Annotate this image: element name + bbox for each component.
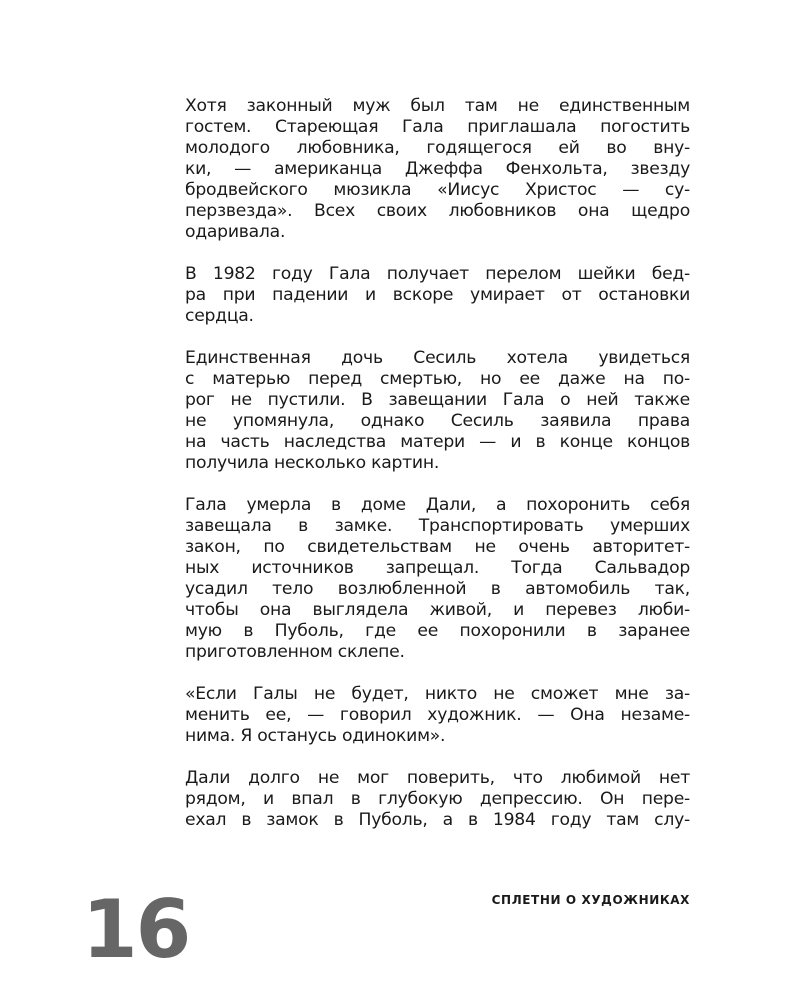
text-line: бродвейского мюзикла «Иисус Христос — су- bbox=[185, 180, 690, 200]
text-line: завещала в замке. Транспортировать умерших bbox=[185, 516, 690, 536]
text-line: рог не пустили. В завещании Гала о ней также bbox=[185, 390, 690, 410]
page-body bbox=[185, 96, 690, 852]
text-line: не упомянула, однако Сесиль заявила права bbox=[185, 411, 690, 431]
text-line: «Если Галы не будет, никто не сможет мне за- bbox=[185, 684, 690, 704]
running-head: СПЛЕТНИ О ХУДОЖНИКАХ bbox=[491, 893, 690, 907]
text-line: нима. Я останусь одиноким». bbox=[185, 726, 446, 746]
text-line: перзвезда». Всех своих любовников она щедро bbox=[185, 201, 690, 221]
paragraph-3 bbox=[185, 348, 690, 474]
text-line: ки, — американца Джеффа Фенхольта, звезду bbox=[185, 159, 690, 179]
text-line: гостем. Стареющая Гала приглашала погостить bbox=[185, 117, 690, 137]
page-number: 16 bbox=[82, 883, 190, 976]
text-line: мую в Пуболь, где ее похоронили в заранее bbox=[185, 621, 690, 641]
text-line: чтобы она выглядела живой, и перевез люби- bbox=[185, 600, 690, 620]
text-line: приготовленном склепе. bbox=[185, 642, 405, 662]
text-line: Дали долго не мог поверить, что любимой нет bbox=[185, 768, 690, 788]
paragraph-2 bbox=[185, 264, 690, 327]
text-line: ра при падении и вскоре умирает от остановки bbox=[185, 285, 690, 305]
text-line: Гала умерла в доме Дали, а похоронить себя bbox=[185, 495, 690, 515]
text-line: ехал в замок в Пуболь, а в 1984 году там слу- bbox=[185, 810, 690, 830]
text-line: Единственная дочь Сесиль хотела увидеться bbox=[185, 348, 690, 368]
paragraph-5 bbox=[185, 684, 690, 747]
paragraph-6 bbox=[185, 768, 690, 831]
text-line: молодого любовника, годящегося ей во вну- bbox=[185, 138, 690, 158]
text-line: менить ее, — говорил художник. — Она незаме- bbox=[185, 705, 690, 725]
text-line: ных источников запрещал. Тогда Сальвадор bbox=[185, 558, 690, 578]
paragraph-1 bbox=[185, 96, 690, 243]
text-line: рядом, и впал в глубокую депрессию. Он пере- bbox=[185, 789, 690, 809]
paragraph-4 bbox=[185, 495, 690, 663]
text-line: с матерью перед смертью, но ее даже на по- bbox=[185, 369, 690, 389]
text-line: на часть наследства матери — и в конце концов bbox=[185, 432, 690, 452]
text-line: закон, по свидетельствам не очень авторитет- bbox=[185, 537, 690, 557]
text-line: одаривала. bbox=[185, 222, 286, 242]
text-line: усадил тело возлюбленной в автомобиль так, bbox=[185, 579, 690, 599]
text-line: Хотя законный муж был там не единственным bbox=[185, 96, 690, 116]
text-line: В 1982 году Гала получает перелом шейки бед- bbox=[185, 264, 690, 284]
text-line: получила несколько картин. bbox=[185, 453, 440, 473]
text-line: сердца. bbox=[185, 306, 254, 326]
